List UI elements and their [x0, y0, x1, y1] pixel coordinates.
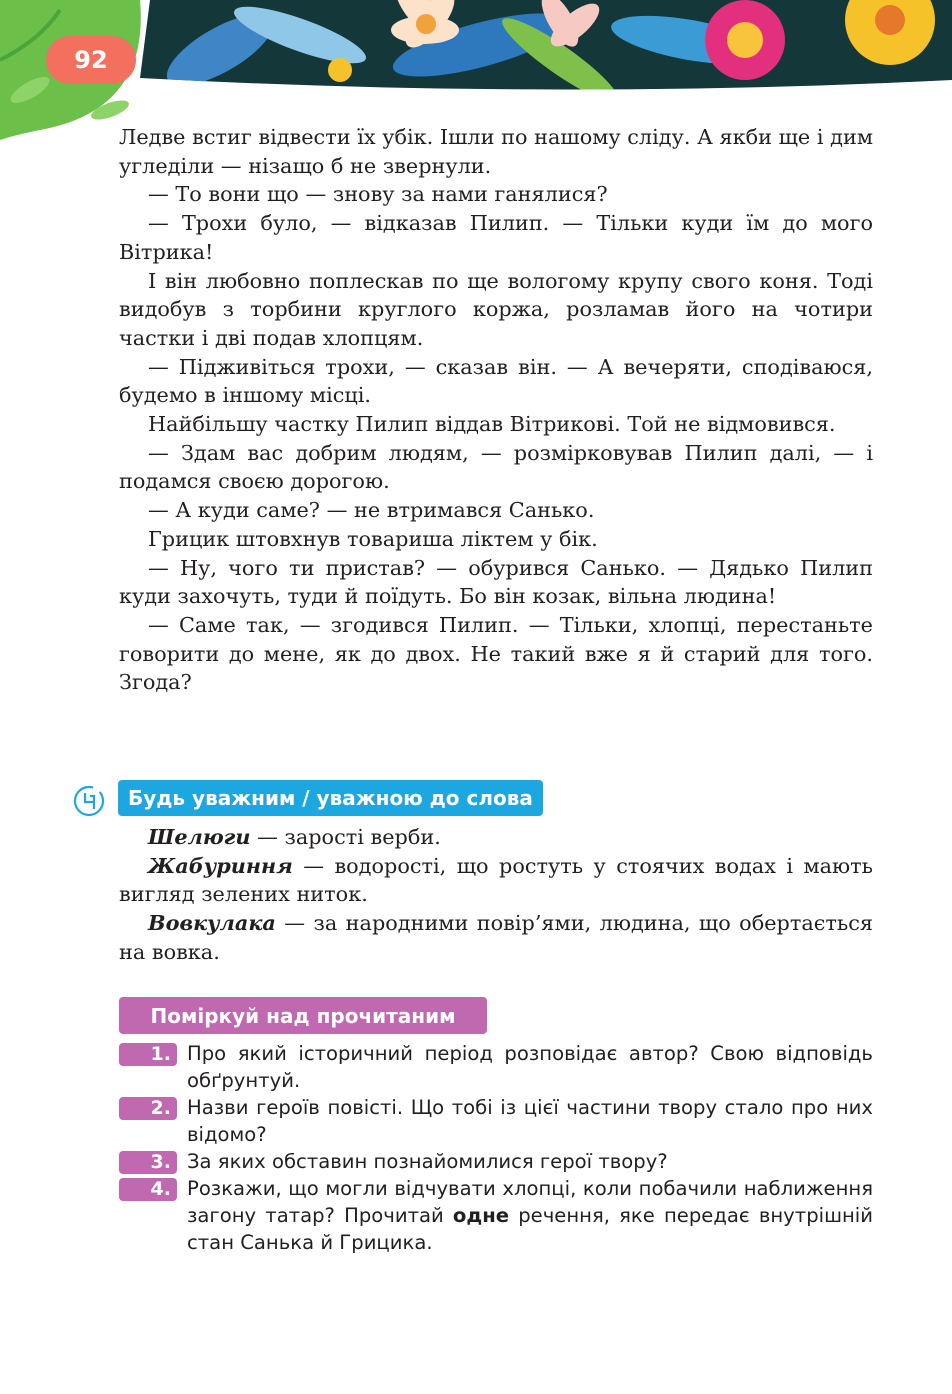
story-paragraph: — Ну, чого ти пристав? — обурився Санько. — Дядько Пилип куди захочуть, туди й поїдуть. Бо він козак, вільна людина!	[119, 555, 873, 609]
question-number: 1.	[119, 1043, 177, 1066]
question-text: Розкажи, що могли відчувати хлопці, коли побачили наближення загону татар? Прочитай	[187, 1177, 873, 1227]
story-paragraph: — А куди саме? — не втримався Санько.	[148, 498, 595, 523]
page-number-badge: 92	[46, 36, 136, 84]
story-text	[119, 123, 873, 697]
story-paragraph: — Підживіться трохи, — сказав він. — А вечеряти, сподіваюся, будемо в іншому місці.	[119, 354, 873, 408]
story-paragraph: — Здам вас добрим людям, — розмірковував Пилип далі, — і подамся своєю дорогою.	[119, 440, 873, 494]
vocabulary-definition: — водорості, що ростуть у стоячих водах і мають вигляд зелених ниток.	[119, 853, 873, 907]
vocabulary-entry	[119, 823, 873, 852]
question-item	[119, 1040, 873, 1094]
question-text: Про який історичний період розповідає автор? Свою відповідь обґрунтуй.	[187, 1042, 873, 1092]
story-paragraph: — То вони що — знову за нами ганялися?	[148, 182, 608, 207]
question-text: За яких обставин познайомилися герої твору?	[187, 1150, 668, 1173]
questions-heading: Поміркуй над прочитаним	[119, 997, 487, 1034]
vocabulary-term: Жабуриння	[148, 852, 293, 878]
floral-header-illustration	[0, 0, 952, 140]
story-paragraph: І він любовно поплескав по ще вологому крупу свого коня. Тоді видобув з торбини круглого коржа, розламав його на чотири частки і дві подав хлопцям.	[119, 268, 873, 350]
question-emphasis: одне	[452, 1204, 510, 1227]
vocabulary-entry	[119, 909, 873, 966]
question-number: 2.	[119, 1097, 177, 1120]
vocabulary-definition: — за народними повір’ями, людина, що обертається на вовка.	[119, 911, 873, 964]
story-paragraph: Ледве встиг відвести їх убік. Ішли по нашому сліду. А якби ще і дим угледіли — нізащо б не звернули.	[119, 125, 873, 178]
question-item	[119, 1175, 873, 1256]
vocabulary-term: Вовкулака	[148, 910, 276, 936]
question-number: 4.	[119, 1178, 177, 1201]
story-paragraph: — Трохи було, — відказав Пилип. — Тільки куди їм до мого Вітрика!	[119, 211, 873, 264]
vocabulary-entry	[119, 852, 873, 909]
vocabulary-definition: — зарості верби.	[250, 825, 441, 849]
question-number: 3.	[119, 1151, 177, 1174]
question-text: Назви героїв повісті. Що тобі із цієї частини твору стало про них відомо?	[187, 1096, 873, 1146]
story-paragraph: — Саме так, — згодився Пилип. — Тільки, хлопці, перестаньте говорити до мене, як до двох. Не такий вже я й старий для того. Згода?	[119, 612, 873, 695]
story-paragraph: Грицик штовхнув товариша ліктем у бік.	[148, 526, 598, 551]
question-item	[119, 1094, 873, 1148]
question-item	[119, 1148, 873, 1175]
vocabulary-heading: Будь уважним / уважною до слова	[118, 780, 543, 816]
clock-icon	[72, 784, 106, 818]
question-text: речення, яке передає внутрішній стан Санька й Грицика.	[187, 1204, 873, 1254]
story-paragraph: Найбільшу частку Пилип віддав Вітрикові. Той не відмовився.	[148, 412, 836, 437]
vocabulary-term: Шелюги	[148, 824, 251, 849]
vocabulary-list	[119, 823, 873, 967]
questions-list	[119, 1040, 873, 1256]
